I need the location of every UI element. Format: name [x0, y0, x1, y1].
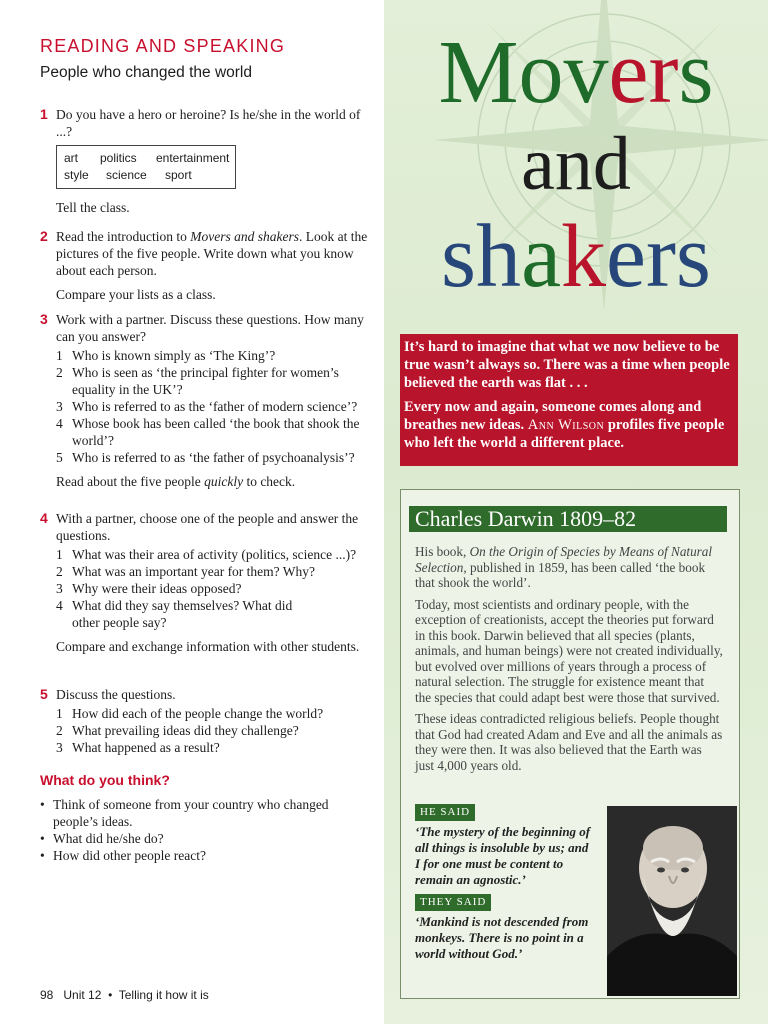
- article-title-line-3: [384, 207, 768, 306]
- question-text: Work with a partner. Discuss these questions. How many can you answer?: [56, 312, 364, 344]
- sub-question-list: [56, 347, 370, 466]
- intro-paragraph-1: It’s hard to imagine that what we now believe to be true wasn’t always so. There was a time when people believed the earth was flat . . .: [404, 339, 730, 391]
- sub-question: 4 Whose book has been called ‘the book that shook the world’?: [56, 416, 360, 448]
- sub-question: 3 Who is referred to as the ‘father of modern science’?: [56, 399, 358, 414]
- sub-question-text: Why were their ideas opposed?: [72, 581, 242, 596]
- profile-text: [415, 544, 723, 779]
- question-text: Discuss the questions.: [56, 687, 176, 702]
- sub-question-text: Who is known simply as ‘The King’?: [72, 348, 276, 363]
- sub-question: 2 What prevailing ideas did they challenge?: [56, 723, 299, 738]
- profile-paragraph-1: [415, 544, 723, 591]
- title-letters: a: [521, 207, 562, 306]
- sub-question-text: What prevailing ideas did they challenge?: [72, 723, 299, 738]
- sub-question: 1 What was their area of activity (politics, science ...)?: [56, 547, 357, 562]
- followup-text: Tell the class.: [56, 200, 130, 215]
- word: entertainment: [156, 151, 230, 165]
- text-italic: quickly: [204, 474, 244, 489]
- title-letters: ers: [606, 207, 711, 306]
- question-text: Do you have a hero or heroine? Is he/she in the world of ...?: [56, 107, 361, 139]
- title-letters: s: [678, 23, 714, 122]
- bullet-item: • What did he/she do?: [40, 830, 370, 847]
- question-number: 5: [40, 686, 48, 702]
- footer-separator: •: [108, 988, 113, 1002]
- sub-question: 3 Why were their ideas opposed?: [56, 581, 242, 596]
- text-part: His book,: [415, 544, 470, 559]
- word: style: [64, 168, 89, 182]
- text-part: Every now and again, someone comes along and breathes new ideas.: [404, 399, 702, 433]
- intro-paragraph-2: [404, 398, 738, 452]
- text-part: Read about the five people: [56, 474, 205, 489]
- sub-question-text: What happened as a result?: [72, 740, 220, 755]
- profile-heading: Charles Darwin 1809–82: [409, 506, 727, 532]
- bullet-item: • How did other people react?: [40, 847, 370, 864]
- they-said-label: THEY SAID: [415, 894, 491, 911]
- question-text: [56, 228, 370, 279]
- text-part: to check.: [243, 474, 296, 489]
- title-letters: er: [608, 23, 679, 122]
- author-name: Ann Wilson: [527, 417, 605, 433]
- sub-question: 5 Who is referred to as ‘the father of psychoanalysis’?: [56, 450, 355, 465]
- sub-question-text: Who is referred to as the ‘father of modern science’?: [72, 399, 358, 414]
- he-said-label: HE SAID: [415, 804, 475, 821]
- question-5: [40, 686, 370, 756]
- page-footer: [40, 988, 209, 1002]
- question-number: 2: [40, 228, 48, 244]
- title-letters: k: [561, 207, 607, 306]
- sub-question: 1 How did each of the people change the world?: [56, 706, 324, 721]
- profile-paragraph-2: Today, most scientists and ordinary people, with the exception of creationists, accept the theories put forward in this book. Darwin believed that all species (plants, animals, and human beings) were not created individually, but evolved over millions of years through a process of natural selection. The struggle for existence meant that the species that could adapt best were those that survived.: [415, 596, 723, 705]
- word: art: [64, 151, 79, 165]
- word-box: [56, 145, 236, 189]
- discussion-bullets: [40, 796, 370, 864]
- sub-question-text: What was an important year for them? Why?: [72, 564, 316, 579]
- darwin-profile-panel: [400, 489, 740, 999]
- title-letters: Mov: [438, 23, 609, 122]
- text-italic: Movers and shakers: [190, 229, 299, 244]
- question-number: 3: [40, 311, 48, 327]
- section-heading: READING AND SPEAKING: [40, 36, 286, 56]
- text-part: profiles five people who left the world a different place.: [404, 417, 725, 451]
- question-number: 1: [40, 106, 48, 122]
- article-intro: [400, 334, 738, 466]
- word: sport: [165, 168, 192, 182]
- footer-unit: Unit 12: [63, 988, 102, 1002]
- page-number: 98: [40, 988, 54, 1002]
- text-part: . Look at the pictures of the five people. Write down what you know about each person.: [56, 229, 368, 278]
- bullet-item: • Think of someone from your country who changed people’s ideas.: [40, 796, 353, 830]
- title-letters: sh: [441, 207, 522, 306]
- sub-question: 2 What was an important year for them? Why?: [56, 564, 316, 579]
- sub-question: 2 Who is seen as ‘the principal fighter for women’s equality in the UK’?: [56, 365, 339, 397]
- what-do-you-think-heading: What do you think?: [40, 772, 170, 788]
- sub-question-list: [56, 546, 370, 631]
- sub-question-list: [56, 705, 370, 756]
- question-text: With a partner, choose one of the people and answer the questions.: [56, 511, 359, 543]
- book-title: On the Origin of Species by Means of Natural Selection: [415, 544, 713, 575]
- sub-question-text: Whose book has been called ‘the book that shook the world’?: [72, 416, 360, 448]
- followup-text: Compare your lists as a class.: [56, 287, 216, 302]
- question-4: [40, 510, 370, 655]
- sub-question: 4 What did they say themselves? What did other people say?: [56, 598, 293, 630]
- text-part: Read the introduction to: [56, 229, 191, 244]
- darwin-portrait: [607, 806, 737, 996]
- sub-question: 3 What happened as a result?: [56, 740, 220, 755]
- he-said-quote: ‘The mystery of the beginning of all things is insoluble by us; and I for one must be content to remain an agnostic.’: [415, 824, 591, 887]
- question-1: [40, 106, 370, 140]
- section-subheading: People who changed the world: [40, 64, 252, 81]
- sub-question: 1 Who is known simply as ‘The King’?: [56, 348, 276, 363]
- footer-title: Telling it how it is: [118, 988, 209, 1002]
- sub-question-text: Who is seen as ‘the principal fighter for women’s equality in the UK’?: [72, 365, 339, 397]
- word: science: [106, 168, 147, 182]
- they-said-quote: ‘Mankind is not descended from monkeys. There is no point in a world without God.’: [415, 914, 589, 961]
- question-number: 4: [40, 510, 48, 526]
- sub-question-text: How did each of the people change the world?: [72, 706, 324, 721]
- sub-question-text: What did they say themselves? What did other people say?: [72, 598, 293, 630]
- text-part: , published in 1859, has been called ‘the book that shook the world’.: [415, 559, 706, 590]
- sub-question-text: What was their area of activity (politics, science ...)?: [72, 547, 357, 562]
- question-2: [40, 228, 370, 303]
- article-title-line-1: [384, 23, 768, 122]
- profile-paragraph-3: These ideas contradicted religious beliefs. People thought that God had created Adam and Eve and all the animals as they were then. It was also believed that the Earth was just 4,000 years old.: [415, 711, 723, 773]
- question-3: [40, 311, 370, 490]
- question-1-followup: [40, 199, 370, 216]
- followup-text: [56, 473, 370, 490]
- article-title-line-2: and: [521, 122, 631, 206]
- followup-text: Compare and exchange information with other students.: [56, 639, 360, 654]
- word: politics: [100, 151, 137, 165]
- sub-question-text: Who is referred to as ‘the father of psychoanalysis’?: [72, 450, 355, 465]
